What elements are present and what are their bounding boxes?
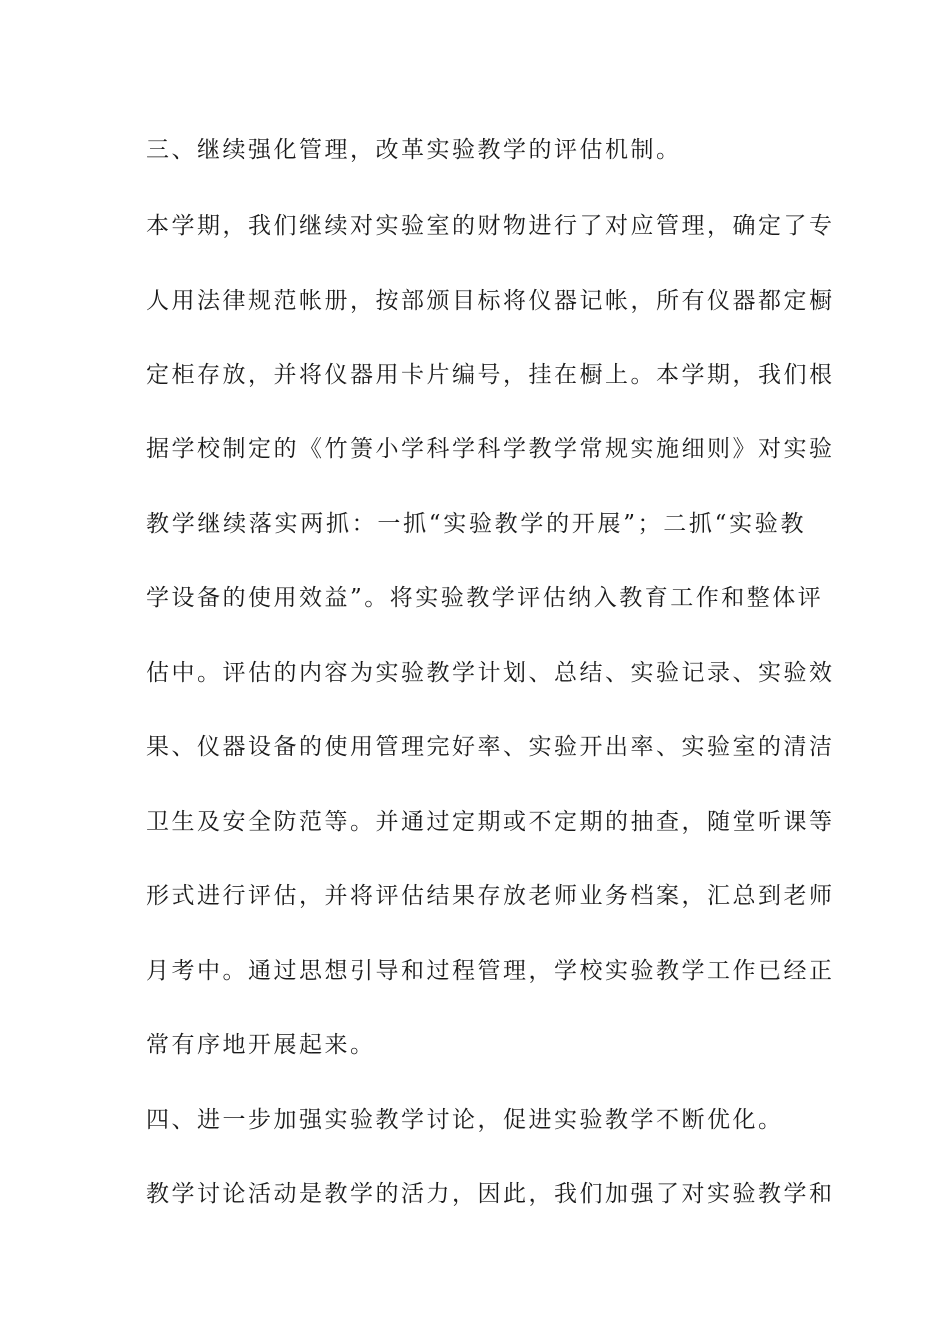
section-heading-4: 四、进一步加强实验教学讨论，促进实验教学不断优化。 — [146, 1107, 784, 1133]
paragraph-line: 教学讨论活动是教学的活力，因此，我们加强了对实验教学和 — [146, 1181, 835, 1207]
paragraph-line: 定柜存放，并将仪器用卡片编号，挂在橱上。本学期，我们根 — [146, 362, 835, 388]
section-heading-3: 三、继续强化管理，改革实验教学的评估机制。 — [146, 137, 682, 163]
paragraph-line: 据学校制定的《竹箦小学科学科学教学常规实施细则》对实验 — [146, 436, 835, 462]
paragraph-line: 月考中。通过思想引导和过程管理，学校实验教学工作已经正 — [146, 958, 835, 984]
paragraph-line: 形式进行评估，并将评估结果存放老师业务档案，汇总到老师 — [146, 883, 835, 909]
paragraph-line: 学设备的使用效益”。将实验教学评估纳入教育工作和整体评 — [146, 585, 824, 611]
paragraph-line: 常有序地开展起来。 — [146, 1032, 376, 1058]
paragraph-line: 果、仪器设备的使用管理完好率、实验开出率、实验室的清洁 — [146, 734, 835, 760]
paragraph-line: 人用法律规范帐册，按部颁目标将仪器记帐，所有仪器都定橱 — [146, 288, 835, 314]
paragraph-line: 教学继续落实两抓：一抓“实验教学的开展”；二抓“实验教 — [146, 511, 806, 537]
paragraph-line: 估中。评估的内容为实验教学计划、总结、实验记录、实验效 — [146, 660, 835, 686]
paragraph-line: 卫生及安全防范等。并通过定期或不定期的抽查，随堂听课等 — [146, 809, 835, 835]
paragraph-line: 本学期，我们继续对实验室的财物进行了对应管理，确定了专 — [146, 213, 835, 239]
